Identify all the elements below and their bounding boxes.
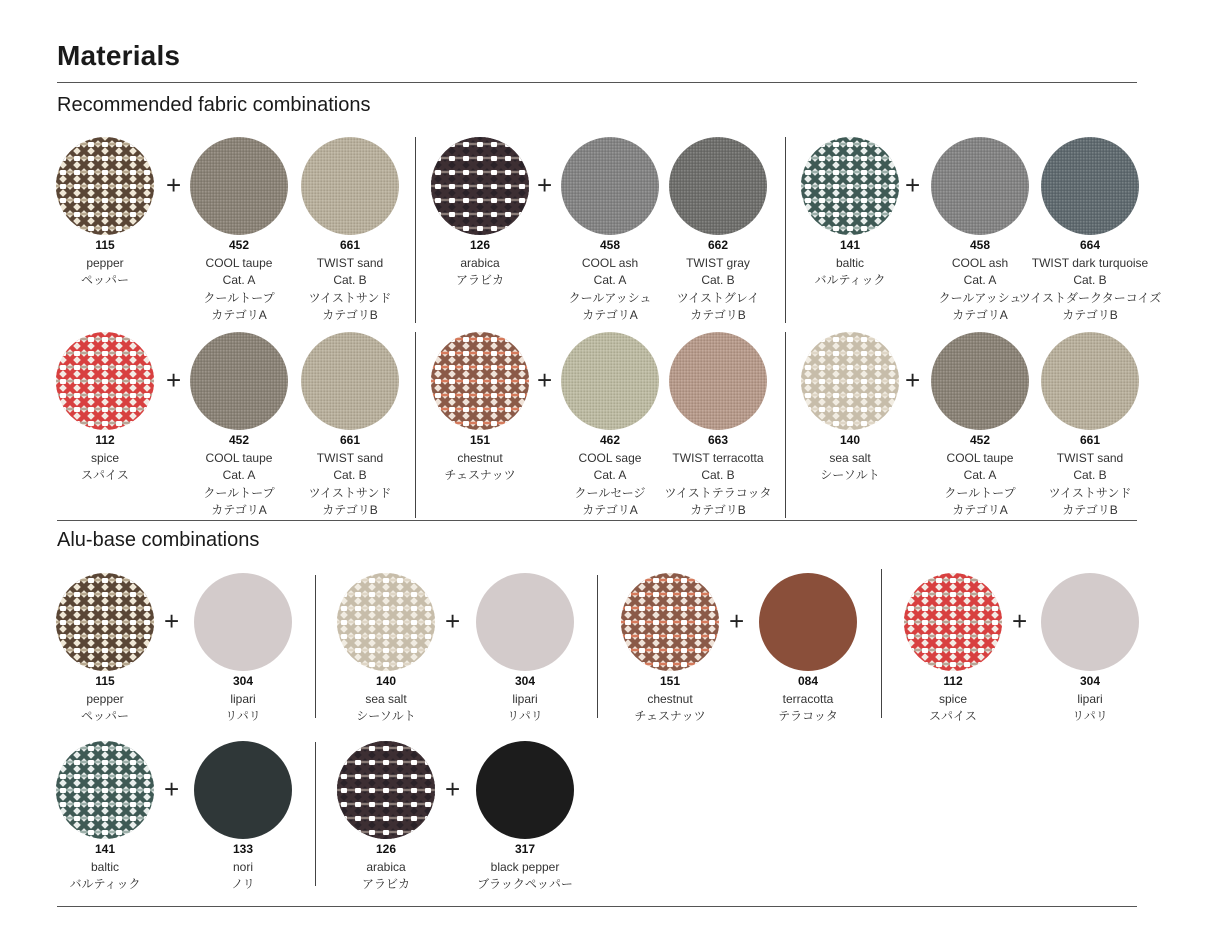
material-name-line: シーソルト	[820, 468, 880, 482]
material-name-line: lipari	[512, 691, 538, 706]
material-name-line: terracotta	[782, 691, 834, 706]
material-label	[168, 841, 318, 894]
nori-solid-swatch-icon	[194, 741, 292, 839]
material-name-line: カテゴリB	[690, 308, 746, 322]
section-title-fabric: Recommended fabric combinations	[57, 94, 371, 116]
twist-terracotta-fabric-swatch-icon	[669, 332, 767, 430]
material-name-line: black pepper	[490, 859, 560, 874]
material-label	[30, 673, 180, 726]
material-name-line: Cat. A	[963, 273, 997, 287]
material-name-line: クールアッシュ	[938, 290, 1022, 305]
arabica-mesh-swatch-icon	[337, 741, 435, 839]
material-code: 304	[1079, 674, 1101, 688]
material-label	[643, 432, 793, 520]
material-label	[311, 841, 461, 894]
material-label	[30, 237, 180, 290]
material-name-line: TWIST gray	[686, 255, 750, 270]
material-code: 458	[599, 238, 621, 252]
material-name-line: シーソルト	[356, 709, 416, 723]
material-name-line: スパイス	[929, 709, 977, 723]
material-label	[450, 841, 600, 894]
material-label	[643, 237, 793, 325]
material-name-line: lipari	[1077, 691, 1103, 706]
material-label	[30, 841, 180, 894]
material-code: 452	[228, 238, 250, 252]
plus-sign: +	[445, 606, 461, 636]
material-label	[405, 432, 555, 485]
twist-dark-turquoise-fabric-swatch-icon	[1041, 137, 1139, 235]
material-label	[168, 673, 318, 726]
material-code: 458	[969, 238, 991, 252]
material-code: 126	[375, 842, 397, 856]
material-name-line: sea salt	[365, 691, 407, 706]
baltic-mesh-swatch-icon	[801, 137, 899, 235]
material-name-line: chestnut	[647, 691, 693, 706]
page-title: Materials	[57, 40, 181, 71]
lipari-solid-swatch-icon	[476, 573, 574, 671]
sea-salt-mesh-swatch-icon	[801, 332, 899, 430]
material-name-line: ブラックペッパー	[477, 877, 573, 891]
material-name-line: Cat. B	[701, 468, 735, 482]
material-name-line: pepper	[86, 691, 124, 706]
material-code: 151	[469, 433, 491, 447]
material-name-line: カテゴリB	[1062, 503, 1118, 517]
material-code: 663	[707, 433, 729, 447]
material-name-line: chestnut	[457, 450, 503, 465]
material-name-line: クールトープ	[203, 290, 275, 305]
material-name-line: Cat. A	[593, 273, 627, 287]
material-name-line: カテゴリA	[952, 308, 1008, 322]
twist-sand-fabric-swatch-icon	[301, 332, 399, 430]
material-name-line: クールトープ	[203, 485, 275, 500]
material-name-line: ペッパー	[80, 273, 129, 287]
material-label	[733, 673, 883, 726]
cool-taupe-fabric-swatch-icon	[190, 332, 288, 430]
material-name-line: COOL taupe	[946, 450, 1014, 465]
material-name-line: TWIST sand	[1056, 450, 1124, 465]
material-name-line: リパリ	[1072, 709, 1108, 723]
material-name-line: nori	[232, 859, 253, 874]
material-name-line: baltic	[835, 255, 864, 270]
plus-sign: +	[166, 170, 182, 200]
material-name-line: pepper	[86, 255, 124, 270]
material-name-line: arabica	[366, 859, 406, 874]
material-code: 115	[95, 238, 115, 252]
material-name-line: アラビカ	[455, 273, 504, 287]
material-name-line: spice	[938, 691, 967, 706]
plus-sign: +	[164, 774, 180, 804]
material-label	[1015, 432, 1165, 520]
section-title-alu: Alu-base combinations	[57, 529, 260, 551]
material-label	[595, 673, 745, 726]
material-code: 140	[375, 674, 397, 688]
material-code: 661	[1079, 433, 1101, 447]
arabica-mesh-swatch-icon	[431, 137, 529, 235]
material-name-line: TWIST sand	[316, 255, 384, 270]
material-name-line: リパリ	[225, 709, 261, 723]
material-name-line: Cat. A	[222, 468, 256, 482]
material-code: 462	[599, 433, 621, 447]
material-name-line: TWIST dark turquoise	[1031, 255, 1149, 270]
material-label	[775, 432, 925, 485]
material-name-line: COOL sage	[578, 450, 642, 465]
material-label	[878, 673, 1028, 726]
lipari-solid-swatch-icon	[1041, 573, 1139, 671]
material-name-line: バルティック	[69, 877, 141, 891]
cool-sage-fabric-swatch-icon	[561, 332, 659, 430]
cool-taupe-fabric-swatch-icon	[190, 137, 288, 235]
section-divider	[57, 520, 1137, 521]
material-label	[275, 432, 425, 520]
material-name-line: Cat. B	[1073, 468, 1107, 482]
material-name-line: アラビカ	[361, 877, 410, 891]
material-name-line: Cat. B	[701, 273, 735, 287]
terracotta-solid-swatch-icon	[759, 573, 857, 671]
pepper-mesh-swatch-icon	[56, 573, 154, 671]
material-code: 126	[469, 238, 491, 252]
material-name-line: ツイストサンド	[308, 485, 392, 500]
plus-sign: +	[537, 365, 553, 395]
material-code: 115	[95, 674, 115, 688]
material-name-line: spice	[90, 450, 119, 465]
material-name-line: カテゴリA	[952, 503, 1008, 517]
material-label	[275, 237, 425, 325]
material-label	[775, 237, 925, 290]
material-name-line: Cat. A	[963, 468, 997, 482]
material-name-line: カテゴリB	[322, 503, 378, 517]
material-name-line: カテゴリA	[211, 308, 267, 322]
material-name-line: チェスナッツ	[634, 709, 706, 723]
material-name-line: カテゴリB	[322, 308, 378, 322]
material-name-line: lipari	[230, 691, 256, 706]
plus-sign: +	[164, 606, 180, 636]
material-code: 141	[839, 238, 861, 252]
material-name-line: Cat. B	[333, 273, 367, 287]
title-divider	[57, 82, 1137, 83]
material-code: 662	[707, 238, 729, 252]
plus-sign: +	[166, 365, 182, 395]
material-name-line: sea salt	[829, 450, 871, 465]
bottom-divider	[57, 906, 1137, 907]
material-code: 661	[339, 238, 361, 252]
spice-mesh-swatch-icon	[904, 573, 1002, 671]
material-code: 140	[839, 433, 861, 447]
material-code: 304	[232, 674, 254, 688]
material-code: 317	[514, 842, 536, 856]
material-name-line: ツイストサンド	[1048, 485, 1132, 500]
material-name-line: バルティック	[814, 273, 886, 287]
material-name-line: TWIST terracotta	[672, 450, 764, 465]
material-label	[1015, 673, 1165, 726]
material-name-line: カテゴリA	[582, 503, 638, 517]
chestnut-mesh-swatch-icon	[621, 573, 719, 671]
material-name-line: ツイストテラコッタ	[664, 485, 772, 500]
material-label	[450, 673, 600, 726]
material-label	[1015, 237, 1165, 325]
material-name-line: スパイス	[81, 468, 129, 482]
material-name-line: ツイストグレイ	[676, 290, 760, 305]
material-name-line: Cat. A	[222, 273, 256, 287]
material-code: 141	[94, 842, 116, 856]
material-name-line: クールセージ	[574, 485, 646, 500]
material-name-line: COOL taupe	[205, 450, 273, 465]
material-code: 664	[1079, 238, 1101, 252]
material-code: 133	[232, 842, 254, 856]
material-name-line: COOL ash	[951, 255, 1009, 270]
plus-sign: +	[1012, 606, 1028, 636]
material-name-line: リパリ	[507, 709, 543, 723]
chestnut-mesh-swatch-icon	[431, 332, 529, 430]
plus-sign: +	[445, 774, 461, 804]
material-name-line: ツイストサンド	[308, 290, 392, 305]
material-code: 304	[514, 674, 536, 688]
material-code: 661	[339, 433, 361, 447]
material-label	[405, 237, 555, 290]
twist-sand-fabric-swatch-icon	[1041, 332, 1139, 430]
material-name-line: テラコッタ	[778, 709, 838, 723]
material-code: 112	[943, 674, 963, 688]
material-name-line: TWIST sand	[316, 450, 384, 465]
material-code: 151	[659, 674, 681, 688]
material-name-line: Cat. B	[333, 468, 367, 482]
material-label	[30, 432, 180, 485]
material-label	[311, 673, 461, 726]
material-name-line: ノリ	[231, 877, 255, 891]
material-code: 452	[969, 433, 991, 447]
material-name-line: カテゴリB	[1062, 308, 1118, 322]
material-code: 112	[95, 433, 115, 447]
material-code: 452	[228, 433, 250, 447]
material-name-line: カテゴリA	[582, 308, 638, 322]
material-name-line: カテゴリA	[211, 503, 267, 517]
twist-sand-fabric-swatch-icon	[301, 137, 399, 235]
lipari-solid-swatch-icon	[194, 573, 292, 671]
twist-gray-fabric-swatch-icon	[669, 137, 767, 235]
material-name-line: arabica	[460, 255, 500, 270]
material-name-line: クールトープ	[944, 485, 1016, 500]
material-name-line: チェスナッツ	[444, 468, 516, 482]
cool-ash-fabric-swatch-icon	[931, 137, 1029, 235]
material-name-line: ペッパー	[80, 709, 129, 723]
cool-ash-fabric-swatch-icon	[561, 137, 659, 235]
material-name-line: baltic	[90, 859, 119, 874]
material-name-line: COOL ash	[581, 255, 639, 270]
material-name-line: Cat. A	[593, 468, 627, 482]
material-name-line: クールアッシュ	[568, 290, 652, 305]
material-code: 084	[797, 674, 819, 688]
baltic-mesh-swatch-icon	[56, 741, 154, 839]
black-pepper-solid-swatch-icon	[476, 741, 574, 839]
plus-sign: +	[905, 365, 921, 395]
plus-sign: +	[905, 170, 921, 200]
material-name-line: COOL taupe	[205, 255, 273, 270]
material-name-line: ツイストダークターコイズ	[1018, 290, 1162, 305]
spice-mesh-swatch-icon	[56, 332, 154, 430]
plus-sign: +	[729, 606, 745, 636]
pepper-mesh-swatch-icon	[56, 137, 154, 235]
cool-taupe-fabric-swatch-icon	[931, 332, 1029, 430]
plus-sign: +	[537, 170, 553, 200]
material-name-line: カテゴリB	[690, 503, 746, 517]
material-name-line: Cat. B	[1073, 273, 1107, 287]
sea-salt-mesh-swatch-icon	[337, 573, 435, 671]
